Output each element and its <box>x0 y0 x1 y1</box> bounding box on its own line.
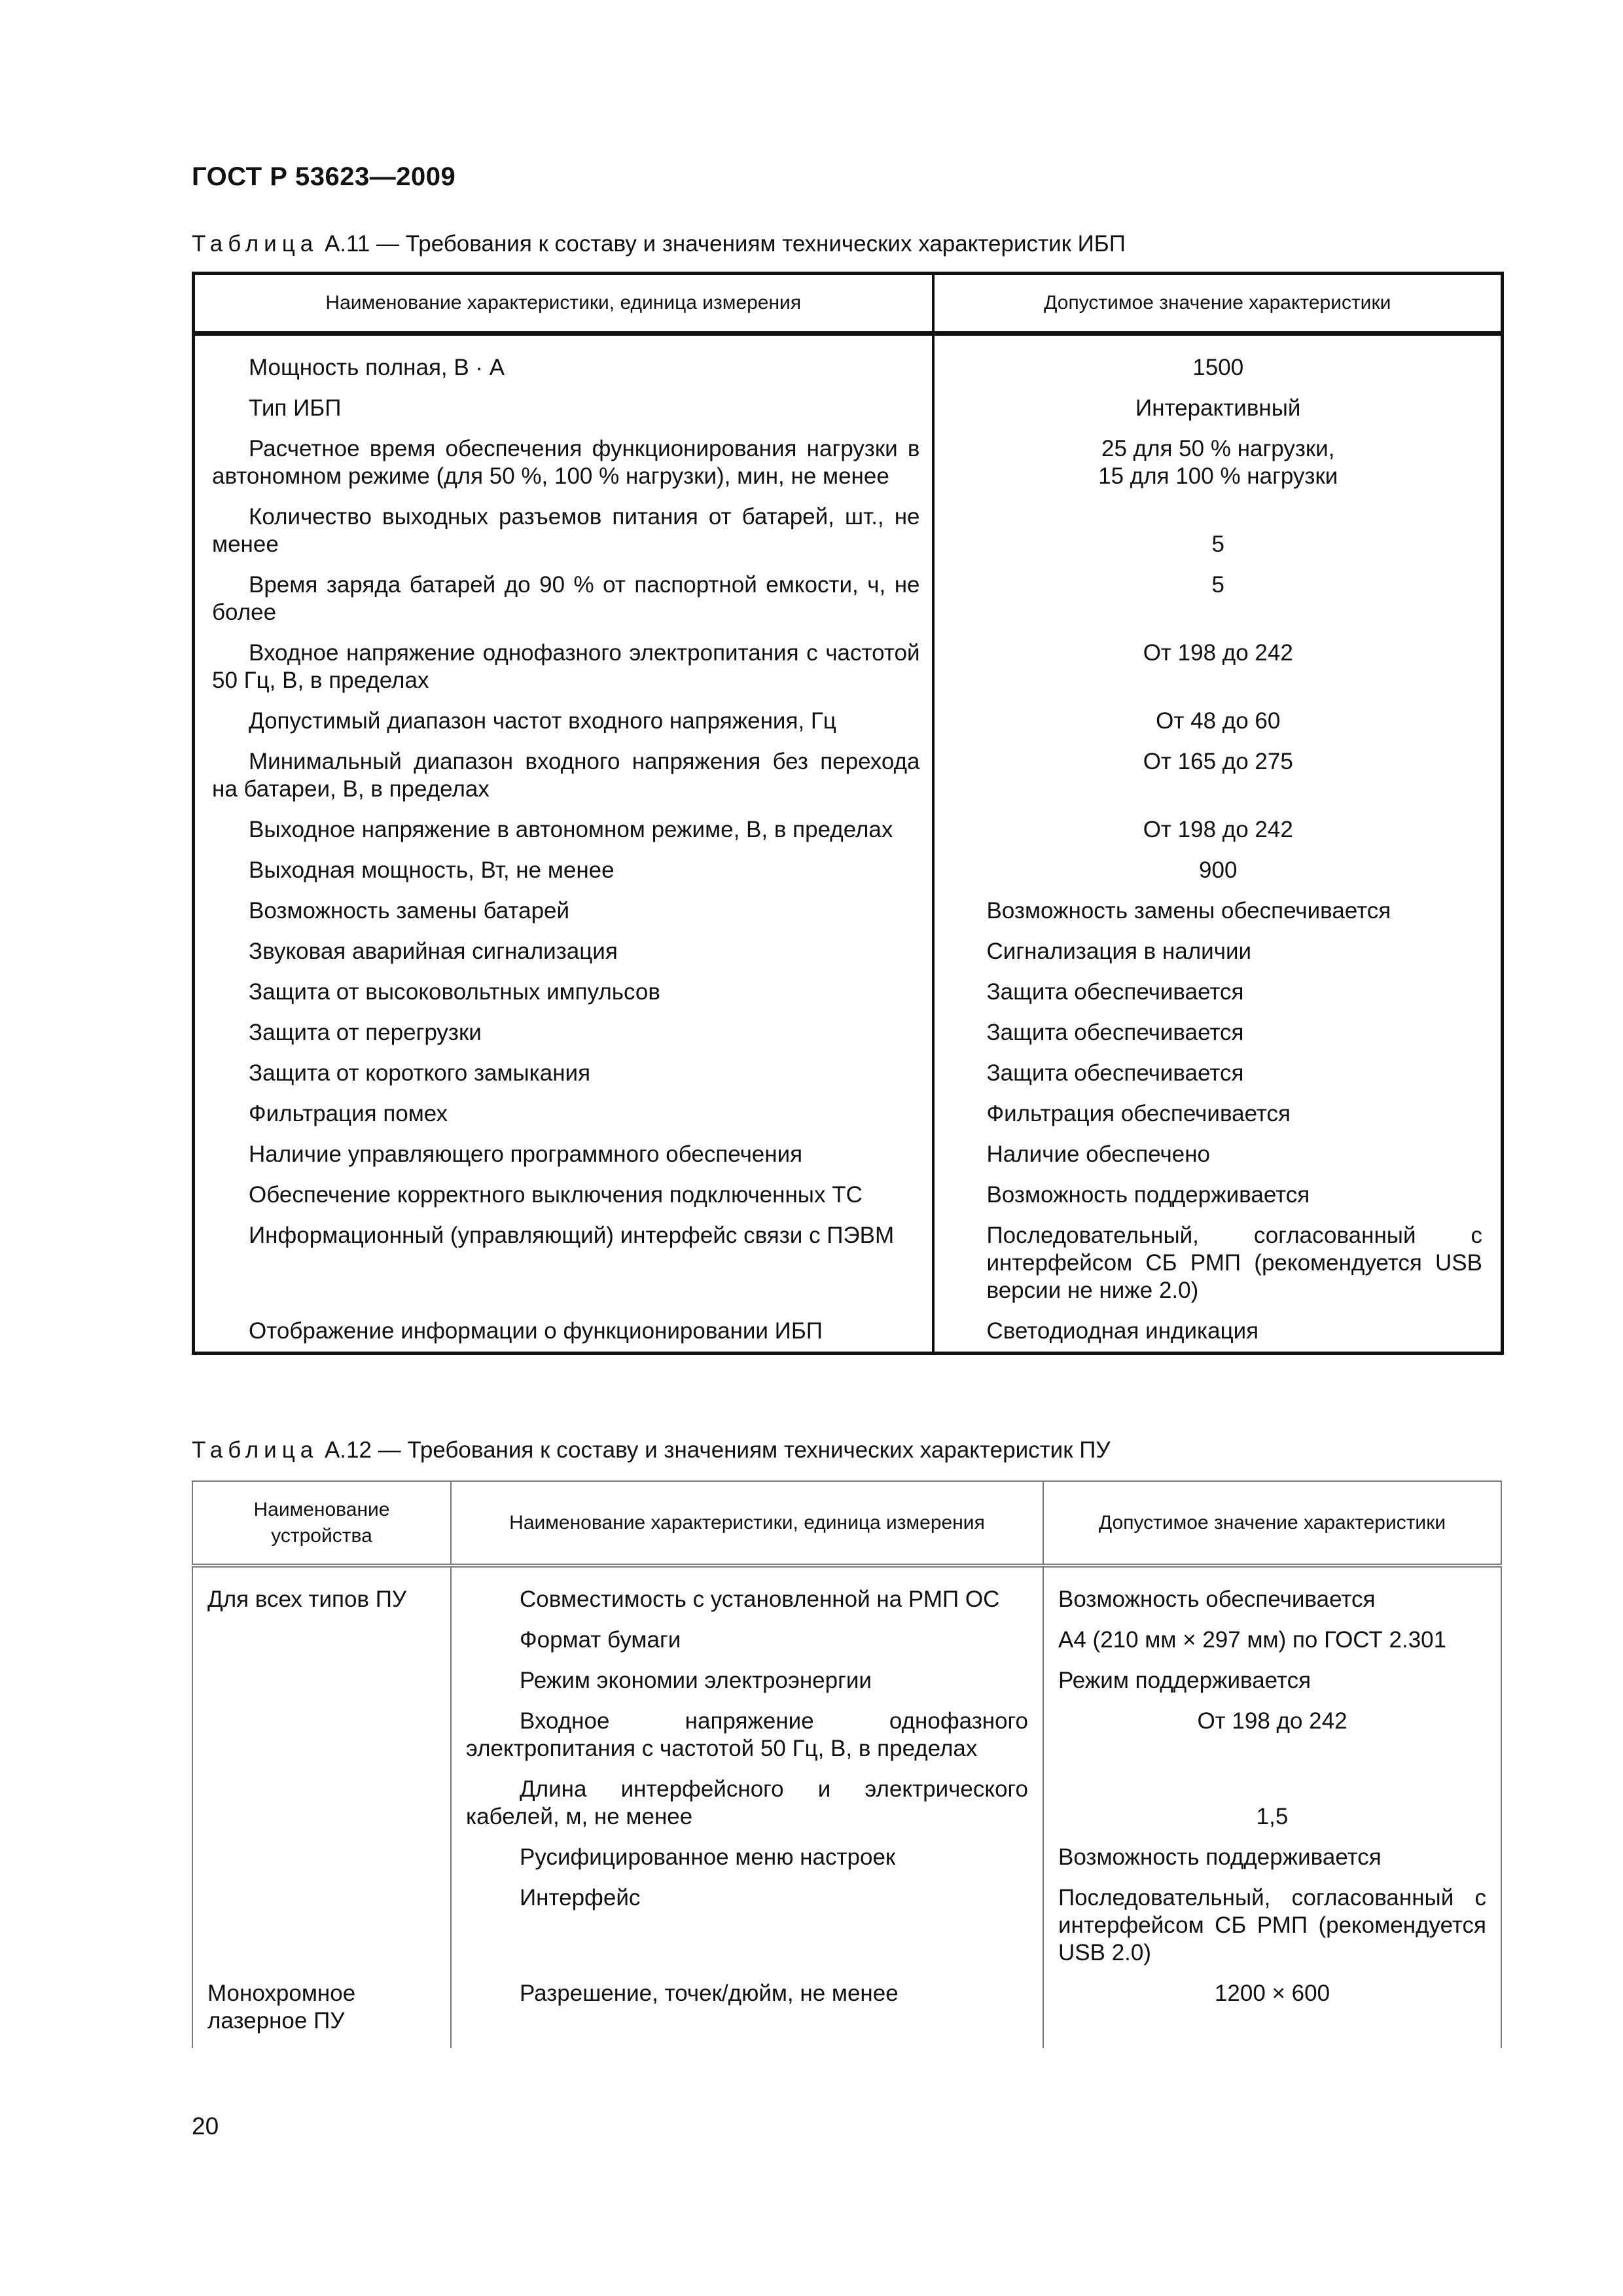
device-cell <box>192 1626 451 1667</box>
table-row <box>194 978 1503 1019</box>
value-cell: 1200 × 600 <box>1043 1980 1501 2048</box>
table-row <box>192 1626 1501 1667</box>
value-cell: Защита обеспечивается <box>933 978 1503 1019</box>
table-row <box>192 1980 1501 2048</box>
characteristic-cell: Допустимый диапазон частот входного напряжения, Гц <box>249 708 836 734</box>
caption-label: Таблица <box>192 1437 319 1463</box>
table-row <box>194 938 1503 978</box>
characteristic-cell: Интерфейс <box>451 1884 1043 1980</box>
device-cell: Монохромное лазерное ПУ <box>207 1981 356 2034</box>
table-row <box>194 395 1503 435</box>
value-cell: Возможность обеспечивается <box>1043 1566 1501 1626</box>
characteristic-cell: Количество выходных разъемов питания от батарей, шт., не менее <box>212 504 920 557</box>
characteristic-cell: Выходное напряжение в автономном режиме, В, в пределах <box>249 817 893 842</box>
characteristic-cell: Минимальный диапазон входного напряжения без перехода на батареи, В, в пределах <box>212 749 920 802</box>
table-a11 <box>192 272 1504 1355</box>
table-row <box>194 816 1503 857</box>
table-row <box>194 334 1503 395</box>
table-row <box>194 1222 1503 1318</box>
table-row <box>194 1060 1503 1100</box>
characteristic-cell: Тип ИБП <box>249 395 342 421</box>
characteristic-cell: Расчетное время обеспечения функционирования нагрузки в автономном режиме (для 50 %, 100 % нагрузки), мин, не менее <box>212 436 920 489</box>
table-row <box>194 857 1503 897</box>
value-cell: Сигнализация в наличии <box>933 938 1503 978</box>
characteristic-cell: Совместимость с установленной на РМП ОС <box>451 1566 1043 1626</box>
value-cell: Возможность замены обеспечивается <box>933 897 1503 938</box>
characteristic-cell: Информационный (управляющий) интерфейс связи с ПЭВМ <box>249 1223 895 1248</box>
characteristic-cell: Защита от перегрузки <box>249 1020 482 1045</box>
column-header-characteristic: Наименование характеристики, единица измерения <box>451 1481 1043 1566</box>
table-row <box>194 1141 1503 1181</box>
value-cell: Возможность поддерживается <box>1043 1844 1501 1884</box>
characteristic-cell: Возможность замены батарей <box>249 898 570 924</box>
page-number: 20 <box>192 2113 219 2140</box>
value-cell: 5 <box>933 503 1503 571</box>
caption-text: А.12 — Требования к составу и значениям технических характеристик ПУ <box>318 1437 1111 1463</box>
value-cell: От 48 до 60 <box>933 708 1503 748</box>
value-cell: Интерактивный <box>933 395 1503 435</box>
device-cell: Для всех типов ПУ <box>207 1587 407 1612</box>
device-cell <box>192 1884 451 1980</box>
value-cell: От 198 до 242 <box>933 816 1503 857</box>
device-cell <box>192 1708 451 1776</box>
column-header-characteristic: Наименование характеристики, единица измерения <box>194 274 933 334</box>
table-row <box>194 1318 1503 1354</box>
characteristic-cell: Мощность полная, В · А <box>249 355 505 380</box>
value-cell: Последовательный, согласованный с интерфейсом СБ РМП (рекомендуется USB версии не ниже 2.0) <box>933 1222 1503 1318</box>
characteristic-cell: Звуковая аварийная сигнализация <box>249 939 618 964</box>
column-header-device: Наименование устройства <box>192 1481 451 1566</box>
value-cell: А4 (210 мм × 297 мм) по ГОСТ 2.301 <box>1043 1626 1501 1667</box>
characteristic-cell: Время заряда батарей до 90 % от паспортной емкости, ч, не более <box>212 572 920 625</box>
table-header-row <box>192 1481 1501 1566</box>
table-header-row <box>194 274 1503 334</box>
caption-text: А.11 — Требования к составу и значениям технических характеристик ИБП <box>318 231 1126 257</box>
characteristic-cell: Защита от короткого замыкания <box>249 1060 591 1086</box>
characteristic-cell: Формат бумаги <box>451 1626 1043 1667</box>
table-row <box>194 435 1503 503</box>
value-cell: Последовательный, согласованный с интерфейсом СБ РМП (рекомендуется USB 2.0) <box>1043 1884 1501 1980</box>
table-row <box>194 571 1503 639</box>
value-cell: Светодиодная индикация <box>933 1318 1503 1354</box>
characteristic-cell: Длина интерфейсного и электрического кабелей, м, не менее <box>451 1776 1043 1844</box>
characteristic-cell: Русифицированное меню настроек <box>451 1844 1043 1884</box>
column-header-value: Допустимое значение характеристики <box>933 274 1503 334</box>
table-a11-caption <box>192 231 1126 257</box>
characteristic-cell: Режим экономии электроэнергии <box>451 1667 1043 1708</box>
value-cell: Возможность поддерживается <box>933 1181 1503 1222</box>
table-row <box>194 639 1503 708</box>
value-cell: Защита обеспечивается <box>933 1019 1503 1060</box>
table-row <box>192 1844 1501 1884</box>
value-cell: 25 для 50 % нагрузки, 15 для 100 % нагрузки <box>933 435 1503 503</box>
table-row <box>192 1776 1501 1844</box>
table-row <box>192 1667 1501 1708</box>
value-cell: 1500 <box>933 334 1503 395</box>
table-row <box>194 1181 1503 1222</box>
value-cell: От 198 до 242 <box>1043 1708 1501 1776</box>
value-cell: 5 <box>933 571 1503 639</box>
device-cell <box>192 1844 451 1884</box>
table-a12-caption <box>192 1437 1111 1463</box>
value-cell: 1,5 <box>1043 1776 1501 1844</box>
value-cell: Наличие обеспечено <box>933 1141 1503 1181</box>
value-cell: 900 <box>933 857 1503 897</box>
table-row <box>194 897 1503 938</box>
table-row <box>194 708 1503 748</box>
table-row <box>194 1100 1503 1141</box>
characteristic-cell: Защита от высоковольтных импульсов <box>249 979 660 1005</box>
table-row <box>194 503 1503 571</box>
table-row <box>192 1708 1501 1776</box>
column-header-value: Допустимое значение характеристики <box>1043 1481 1501 1566</box>
characteristic-cell: Наличие управляющего программного обеспечения <box>249 1141 803 1167</box>
value-cell: От 165 до 275 <box>933 748 1503 816</box>
device-cell <box>192 1776 451 1844</box>
characteristic-cell: Входное напряжение однофазного электропитания с частотой 50 Гц, В, в пределах <box>212 640 920 693</box>
table-row <box>194 748 1503 816</box>
characteristic-cell: Обеспечение корректного выключения подключенных ТС <box>249 1182 863 1208</box>
table-row <box>192 1566 1501 1626</box>
characteristic-cell: Выходная мощность, Вт, не менее <box>249 857 615 883</box>
characteristic-cell: Входное напряжение однофазного электропитания с частотой 50 Гц, В, в пределах <box>451 1708 1043 1776</box>
caption-label: Таблица <box>192 231 319 257</box>
value-cell: Режим поддерживается <box>1043 1667 1501 1708</box>
document-header: ГОСТ Р 53623—2009 <box>192 162 456 191</box>
value-cell: Защита обеспечивается <box>933 1060 1503 1100</box>
characteristic-cell: Отображение информации о функционировании ИБП <box>249 1318 823 1344</box>
characteristic-cell: Разрешение, точек/дюйм, не менее <box>451 1980 1043 2048</box>
table-row <box>192 1884 1501 1980</box>
value-cell: Фильтрация обеспечивается <box>933 1100 1503 1141</box>
table-row <box>194 1019 1503 1060</box>
table-a12 <box>192 1480 1502 2048</box>
characteristic-cell: Фильтрация помех <box>249 1101 448 1126</box>
device-cell <box>192 1667 451 1708</box>
value-cell: От 198 до 242 <box>933 639 1503 708</box>
